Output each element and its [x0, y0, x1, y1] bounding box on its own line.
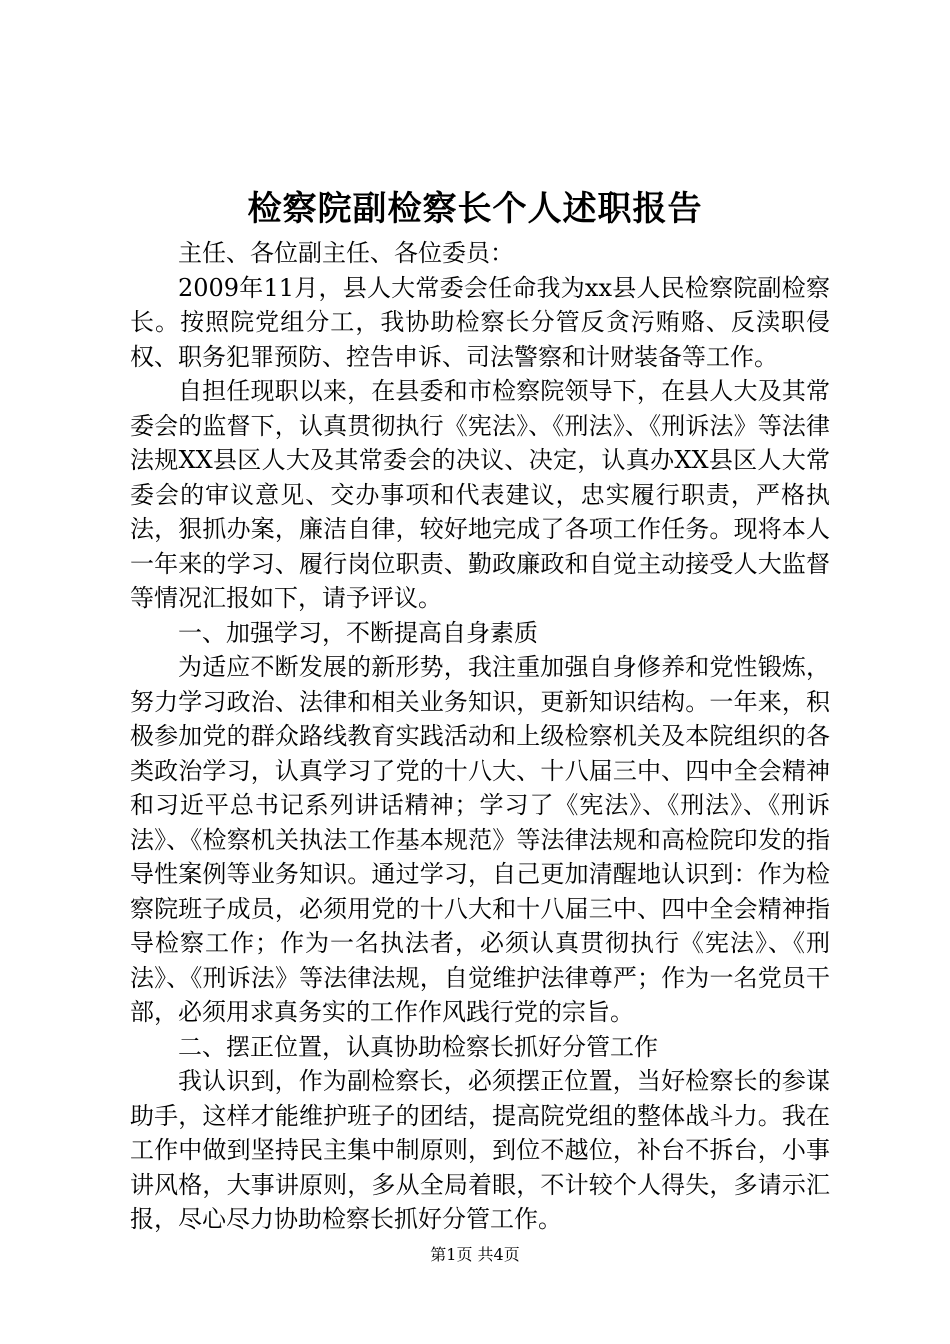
paragraph-overview: 自担任现职以来，在县委和市检察院领导下，在县人大及其常委会的监督下，认真贯彻执行《宪法》、《刑法》、《刑诉法》等法律法规XX县区人大及其常委会的决议、决定，认真办XX县区人大常委会的审议意见、交办事项和代表建议，忠实履行职责，严格执法，狠抓办案，廉洁自律，较好地完成了各项工作任务。现将本人一年来的学习、履行岗位职责、勤政廉政和自觉主动接受人大监督等情况汇报如下，请予评议。 — [130, 377, 830, 612]
page-footer: 第1页 共4页 — [430, 1245, 520, 1264]
section-heading-study: 一、加强学习，不断提高自身素质 — [178, 618, 538, 647]
salutation: 主任、各位副主任、各位委员： — [178, 239, 514, 267]
document-title: 检察院副检察长个人述职报告 — [247, 189, 703, 229]
document-body — [130, 236, 830, 1237]
paragraph-study: 为适应不断发展的新形势，我注重加强自身修养和党性锻炼，努力学习政治、法律和相关业务知识，更新知识结构。一年来，积极参加党的群众路线教育实践活动和上级检察机关及本院组织的各类政治学习，认真学习了党的十八大、十八届三中、四中全会精神和习近平总书记系列讲话精神；学习了《宪法》、《刑法》、《刑诉法》、《检察机关执法工作基本规范》等法律法规和高检院印发的指导性案例等业务知识。通过学习，自己更加清醒地认识到：作为检察院班子成员，必须用党的十八大和十八届三中、四中全会精神指导检察工作；作为一名执法者，必须认真贯彻执行《宪法》、《刑法》、《刑诉法》等法律法规，自觉维护法律尊严；作为一名党员干部，必须用求真务实的工作作风践行党的宗旨。 — [130, 653, 830, 1026]
section-heading-position: 二、摆正位置，认真协助检察长抓好分管工作 — [178, 1032, 658, 1061]
paragraph-position: 我认识到，作为副检察长，必须摆正位置，当好检察长的参谋助手，这样才能维护班子的团结，提高院党组的整体战斗力。我在工作中做到坚持民主集中制原则，到位不越位，补台不拆台，小事讲风格，大事讲原则，多从全局着眼，不计较个人得失，多请示汇报，尽心尽力协助检察长抓好分管工作。 — [130, 1067, 830, 1233]
paragraph-appointment: 2009年11月，县人大常委会任命我为xx县人民检察院副检察长。按照院党组分工，我协助检察长分管反贪污贿赂、反渎职侵权、职务犯罪预防、控告申诉、司法警察和计财装备等工作。 — [130, 273, 830, 371]
